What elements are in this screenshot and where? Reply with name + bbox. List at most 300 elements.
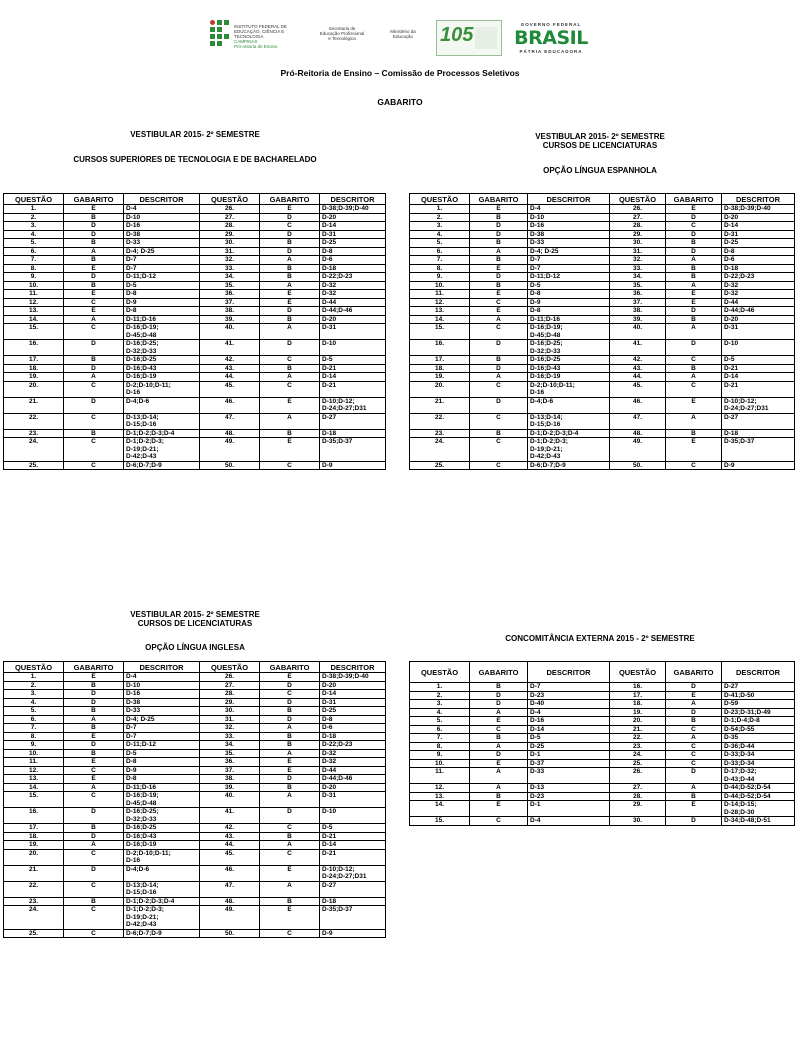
- table-cell: 35.: [200, 749, 260, 758]
- table-cell: D-5: [722, 356, 795, 365]
- table-cell: 48.: [200, 897, 260, 906]
- column-header: QUESTÃO: [410, 662, 470, 683]
- table-cell: A: [64, 783, 124, 792]
- table-cell: D: [666, 213, 722, 222]
- table-cell: D-16;D-19; D-45;D-48: [124, 324, 200, 340]
- table-cell: 49.: [610, 438, 666, 462]
- table-cell: D-21: [320, 364, 386, 373]
- table-cell: D: [64, 273, 124, 282]
- table-cell: D-4: [124, 673, 200, 682]
- table-cell: 30.: [200, 707, 260, 716]
- table-espanhola: [409, 193, 795, 470]
- table-row: [4, 315, 386, 324]
- table-cell: B: [470, 356, 528, 365]
- table-cell: 44.: [200, 373, 260, 382]
- table-cell: 49.: [200, 438, 260, 462]
- column-header: QUESTÃO: [200, 194, 260, 205]
- table-cell: A: [260, 792, 320, 808]
- table-cell: D-11;D-12: [528, 273, 610, 282]
- table-cell: D-6;D-7;D-9: [124, 929, 200, 938]
- table-cell: D-7: [528, 683, 610, 692]
- table-cell: B: [64, 681, 124, 690]
- table-cell: E: [64, 758, 124, 767]
- table-cell: D-8: [124, 775, 200, 784]
- table-cell: D-20: [320, 315, 386, 324]
- table-cell: D-16: [528, 222, 610, 231]
- table-row: [4, 865, 386, 881]
- table-cell: 4.: [410, 230, 470, 239]
- table-cell: 1.: [4, 673, 64, 682]
- table-cell: D-35;D-37: [320, 906, 386, 930]
- table-cell: D-16: [528, 717, 610, 726]
- table-cell: D-31: [320, 230, 386, 239]
- table-cell: 38.: [200, 307, 260, 316]
- ministerio-logo-text: Ministério da Educação: [390, 29, 416, 39]
- table-cell: 7.: [410, 734, 470, 743]
- table-row: [4, 307, 386, 316]
- table-cell: 47.: [610, 413, 666, 429]
- table-cell: 23.: [4, 897, 64, 906]
- table-cell: 13.: [410, 307, 470, 316]
- table-cell: D-6: [320, 256, 386, 265]
- table-cell: B: [64, 281, 124, 290]
- table-row: [410, 256, 795, 265]
- table-cell: C: [666, 725, 722, 734]
- table-cell: D-25: [320, 239, 386, 248]
- table-cell: D: [666, 307, 722, 316]
- table-cell: D-16;D-43: [528, 364, 610, 373]
- table-cell: 2.: [410, 213, 470, 222]
- table-row: [410, 298, 795, 307]
- table-cell: A: [260, 256, 320, 265]
- doc-title: GABARITO: [377, 97, 423, 107]
- table-cell: 2.: [410, 691, 470, 700]
- column-header: GABARITO: [666, 662, 722, 683]
- table-cell: 5.: [4, 239, 64, 248]
- table-cell: 29.: [200, 698, 260, 707]
- table-cell: A: [666, 324, 722, 340]
- table-cell: D-14: [320, 373, 386, 382]
- table-cell: 12.: [410, 298, 470, 307]
- table-cell: A: [260, 373, 320, 382]
- table-cell: B: [470, 256, 528, 265]
- table-cell: 30.: [610, 817, 666, 826]
- table-cell: D-23;D-31;D-49: [722, 708, 795, 717]
- table-cell: 45.: [200, 381, 260, 397]
- table-cell: E: [260, 673, 320, 682]
- table-cell: D-16;D-43: [124, 832, 200, 841]
- table-row: [4, 213, 386, 222]
- table-cell: D: [64, 741, 124, 750]
- table-cell: D-16;D-19; D-45;D-48: [124, 792, 200, 808]
- table-cell: D-40: [528, 700, 610, 709]
- table-cell: D-16: [124, 690, 200, 699]
- table-cell: 8.: [410, 264, 470, 273]
- table-cell: 4.: [4, 230, 64, 239]
- table-cell: D-23: [528, 792, 610, 801]
- table-cell: B: [64, 239, 124, 248]
- table-cell: 4.: [4, 698, 64, 707]
- table-cell: B: [260, 239, 320, 248]
- table-cell: B: [260, 783, 320, 792]
- table-cell: 33.: [200, 732, 260, 741]
- table-cell: E: [260, 758, 320, 767]
- table-cell: D-6: [320, 724, 386, 733]
- column-header: GABARITO: [64, 662, 124, 673]
- table-cell: D-13;D-14; D-15;D-16: [528, 413, 610, 429]
- table-cell: D-16;D-25; D-32;D-33: [528, 340, 610, 356]
- table-cell: A: [260, 724, 320, 733]
- table-cell: 42.: [200, 356, 260, 365]
- table-cell: 8.: [410, 742, 470, 751]
- table-row: [4, 461, 386, 470]
- table-cell: D-21: [320, 381, 386, 397]
- table-cell: D-32: [320, 758, 386, 767]
- table-cell: 34.: [200, 741, 260, 750]
- table-row: [410, 324, 795, 340]
- column-header: QUESTÃO: [4, 662, 64, 673]
- table-row: [4, 205, 386, 214]
- table-cell: D: [470, 751, 528, 760]
- table-cell: 8.: [4, 264, 64, 273]
- table-row: [4, 698, 386, 707]
- table-cell: 6.: [410, 247, 470, 256]
- table-cell: C: [260, 461, 320, 470]
- table-cell: E: [260, 397, 320, 413]
- column-header: GABARITO: [64, 194, 124, 205]
- table-cell: C: [64, 929, 124, 938]
- table-cell: D-35: [722, 734, 795, 743]
- table-cell: 18.: [610, 700, 666, 709]
- table-cell: 43.: [610, 364, 666, 373]
- table-cell: B: [64, 824, 124, 833]
- table-cell: A: [260, 749, 320, 758]
- table-cell: C: [470, 817, 528, 826]
- table-cell: C: [260, 222, 320, 231]
- table-cell: C: [260, 356, 320, 365]
- table-cell: 24.: [4, 906, 64, 930]
- column-header: QUESTÃO: [410, 194, 470, 205]
- table-cell: 19.: [610, 708, 666, 717]
- table-cell: D: [64, 690, 124, 699]
- table-cell: 24.: [410, 438, 470, 462]
- table-cell: B: [64, 256, 124, 265]
- table-cell: D-11;D-16: [124, 783, 200, 792]
- table-cell: D-8: [320, 715, 386, 724]
- table-cell: D-8: [528, 307, 610, 316]
- column-header: GABARITO: [260, 194, 320, 205]
- table-row: [4, 239, 386, 248]
- table-cell: 1.: [410, 205, 470, 214]
- table-row: [4, 832, 386, 841]
- table-cell: D-33: [124, 707, 200, 716]
- table-cell: D-44;D-46: [320, 775, 386, 784]
- table-cell: 22.: [410, 413, 470, 429]
- table-cell: D-8: [320, 247, 386, 256]
- table-cell: D-27: [320, 881, 386, 897]
- table-cell: D-25: [320, 707, 386, 716]
- table-cell: D-27: [722, 683, 795, 692]
- table-cell: E: [64, 264, 124, 273]
- table-cell: 19.: [4, 841, 64, 850]
- table-cell: D-7: [528, 264, 610, 273]
- table-cell: B: [470, 281, 528, 290]
- table-cell: D-32: [320, 290, 386, 299]
- table-cell: D-10;D-12; D-24;D-27;D31: [320, 397, 386, 413]
- column-header: GABARITO: [666, 194, 722, 205]
- table-cell: 13.: [410, 792, 470, 801]
- table-row: [410, 230, 795, 239]
- table-cell: D-35;D-37: [320, 438, 386, 462]
- column-header: GABARITO: [470, 194, 528, 205]
- table-cell: D: [260, 698, 320, 707]
- table-cell: 45.: [610, 381, 666, 397]
- table-cell: 27.: [200, 681, 260, 690]
- table-cell: 6.: [4, 715, 64, 724]
- table-cell: 40.: [200, 792, 260, 808]
- table-cell: 14.: [4, 783, 64, 792]
- table-row: [410, 290, 795, 299]
- column-header: DESCRITOR: [722, 662, 795, 683]
- table-cell: B: [470, 792, 528, 801]
- table-row: [410, 373, 795, 382]
- table-cell: 14.: [410, 315, 470, 324]
- table-cell: 5.: [410, 239, 470, 248]
- table-cell: E: [260, 766, 320, 775]
- table-cell: D-11;D-16: [124, 315, 200, 324]
- table-row: [4, 247, 386, 256]
- table-cell: D-1;D-2;D-3; D-19;D-21; D-42;D-43: [124, 906, 200, 930]
- table-cell: D-6;D-7;D-9: [528, 461, 610, 470]
- table-cell: 27.: [200, 213, 260, 222]
- table-cell: 47.: [200, 413, 260, 429]
- column-header: QUESTÃO: [4, 194, 64, 205]
- table-cell: 37.: [610, 298, 666, 307]
- table-cell: B: [666, 364, 722, 373]
- table-cell: 43.: [200, 364, 260, 373]
- table-cell: E: [666, 290, 722, 299]
- table-cell: 9.: [410, 751, 470, 760]
- table-cell: C: [64, 792, 124, 808]
- table-cell: D-20: [722, 315, 795, 324]
- table-row: [4, 298, 386, 307]
- table-cell: C: [470, 461, 528, 470]
- table-cell: E: [470, 264, 528, 273]
- table-cell: C: [64, 413, 124, 429]
- table-cell: D-54;D-55: [722, 725, 795, 734]
- column-header: DESCRITOR: [528, 194, 610, 205]
- table-row: [4, 340, 386, 356]
- table-cell: A: [260, 413, 320, 429]
- table-cell: D-38: [528, 230, 610, 239]
- table-cell: C: [64, 438, 124, 462]
- table-cell: 25.: [4, 461, 64, 470]
- table-row: [4, 906, 386, 930]
- table-cell: 7.: [4, 724, 64, 733]
- table-cell: D-32: [320, 281, 386, 290]
- table-cell: D-17;D-32; D-43;D-44: [722, 768, 795, 784]
- table-cell: D-5: [528, 281, 610, 290]
- table-cell: 14.: [410, 801, 470, 817]
- table-cell: D-31: [320, 698, 386, 707]
- column-header: QUESTÃO: [200, 662, 260, 673]
- table-cell: B: [64, 749, 124, 758]
- table-cell: D-18: [320, 429, 386, 438]
- table-cell: 5.: [4, 707, 64, 716]
- table-cell: 21.: [610, 725, 666, 734]
- table-row: [4, 690, 386, 699]
- table-cell: A: [470, 784, 528, 793]
- table-cell: 46.: [200, 865, 260, 881]
- table-cell: 11.: [4, 758, 64, 767]
- table-cell: 21.: [410, 397, 470, 413]
- table-row: [4, 808, 386, 824]
- table-cell: 39.: [610, 315, 666, 324]
- table-cell: 20.: [610, 717, 666, 726]
- table-cell: D-5: [320, 824, 386, 833]
- table-cell: E: [470, 759, 528, 768]
- table-cell: C: [666, 461, 722, 470]
- table-cell: D-10: [320, 340, 386, 356]
- table-cell: 46.: [610, 397, 666, 413]
- table-cell: B: [64, 897, 124, 906]
- table-row: [4, 681, 386, 690]
- table-cell: D-16;D-43: [124, 364, 200, 373]
- table-cell: D: [470, 340, 528, 356]
- table-cell: C: [260, 824, 320, 833]
- table-cell: E: [666, 298, 722, 307]
- table-cell: D-20: [320, 783, 386, 792]
- table-cell: 37.: [200, 766, 260, 775]
- if-logo-grid: [210, 20, 232, 50]
- table-cell: C: [64, 324, 124, 340]
- table-cell: A: [470, 768, 528, 784]
- table-cell: D-11;D-12: [124, 273, 200, 282]
- table-cell: D: [470, 230, 528, 239]
- table-row: [410, 381, 795, 397]
- secretaria-logo-text: Secretaria de Educação Profissional e Tecnológica: [319, 26, 365, 41]
- table-cell: D: [260, 808, 320, 824]
- table-row: [410, 742, 795, 751]
- table-cell: B: [64, 724, 124, 733]
- table-cell: 16.: [4, 340, 64, 356]
- table-cell: D-25: [528, 742, 610, 751]
- table-row: [4, 707, 386, 716]
- table-cell: D-38: [124, 230, 200, 239]
- table-cell: D-31: [320, 324, 386, 340]
- table-cell: D-32: [320, 749, 386, 758]
- table-cell: 46.: [200, 397, 260, 413]
- table-row: [4, 824, 386, 833]
- table-cell: 34.: [610, 273, 666, 282]
- table-row: [4, 273, 386, 282]
- table-cell: E: [470, 801, 528, 817]
- table-cell: A: [666, 784, 722, 793]
- table-cell: D: [64, 397, 124, 413]
- table-cell: 49.: [200, 906, 260, 930]
- table-cell: B: [64, 213, 124, 222]
- table-cell: 30.: [610, 239, 666, 248]
- table-cell: 39.: [200, 315, 260, 324]
- table-cell: 40.: [610, 324, 666, 340]
- table-cell: 28.: [200, 222, 260, 231]
- table-cell: 38.: [200, 775, 260, 784]
- table-cell: D-44;D-46: [722, 307, 795, 316]
- table-cell: D-11;D-16: [528, 315, 610, 324]
- table-cell: 15.: [4, 324, 64, 340]
- table-cell: D-10;D-12; D-24;D-27;D31: [722, 397, 795, 413]
- table-cell: 22.: [610, 734, 666, 743]
- table-cell: 18.: [4, 364, 64, 373]
- table-cell: D-37: [528, 759, 610, 768]
- table-cell: 18.: [4, 832, 64, 841]
- table-cell: D: [64, 865, 124, 881]
- table-cell: 23.: [410, 429, 470, 438]
- table-cell: 48.: [610, 429, 666, 438]
- table-cell: D-10: [124, 681, 200, 690]
- table-cell: B: [260, 264, 320, 273]
- table-cell: 16.: [410, 340, 470, 356]
- table-cell: D: [260, 230, 320, 239]
- table-row: [4, 381, 386, 397]
- table-cell: C: [470, 725, 528, 734]
- table-cell: 43.: [200, 832, 260, 841]
- table-cell: D-32: [722, 290, 795, 299]
- table-cell: D-1: [528, 751, 610, 760]
- table-cell: 28.: [610, 792, 666, 801]
- table-cell: D-5: [320, 356, 386, 365]
- table-cell: 6.: [4, 247, 64, 256]
- table-cell: D-33: [528, 239, 610, 248]
- governo-federal-brasil-logo: GOVERNO FEDERAL BRASIL PÁTRIA EDUCADORA: [514, 22, 588, 54]
- table-row: [410, 438, 795, 462]
- table-cell: B: [666, 429, 722, 438]
- table-cell: D-34;D-48;D-51: [722, 817, 795, 826]
- table-cell: D-5: [124, 749, 200, 758]
- table-cell: D-4;D-6: [124, 397, 200, 413]
- table-cell: 15.: [410, 817, 470, 826]
- table-cell: D-4; D-25: [124, 247, 200, 256]
- table-cell: D-27: [320, 413, 386, 429]
- column-header: DESCRITOR: [320, 662, 386, 673]
- table-cell: D-1;D-2;D-3;D-4: [124, 429, 200, 438]
- table-cell: 25.: [610, 759, 666, 768]
- conc-title: CONCOMITÂNCIA EXTERNA 2015 - 2º SEMESTRE: [505, 634, 695, 643]
- table-cell: 27.: [610, 784, 666, 793]
- table-cell: E: [64, 307, 124, 316]
- table-row: [410, 247, 795, 256]
- table-row: [410, 751, 795, 760]
- table-cell: E: [260, 906, 320, 930]
- table-cell: D-8: [528, 290, 610, 299]
- table-header-row: [410, 194, 795, 205]
- table-cell: 2.: [4, 681, 64, 690]
- table-cell: 11.: [4, 290, 64, 299]
- table-cell: D-1;D-2;D-3;D-4: [124, 897, 200, 906]
- table-cell: B: [260, 364, 320, 373]
- table-cell: D-9: [320, 929, 386, 938]
- table-cell: 11.: [410, 768, 470, 784]
- table-cell: 9.: [4, 273, 64, 282]
- table-cell: 2.: [4, 213, 64, 222]
- table-cell: D-4;D-6: [124, 865, 200, 881]
- table-cell: B: [470, 239, 528, 248]
- table-cell: 50.: [610, 461, 666, 470]
- table-cell: D-21: [722, 364, 795, 373]
- table-cell: 17.: [4, 824, 64, 833]
- table-cell: 32.: [610, 256, 666, 265]
- table-row: [4, 429, 386, 438]
